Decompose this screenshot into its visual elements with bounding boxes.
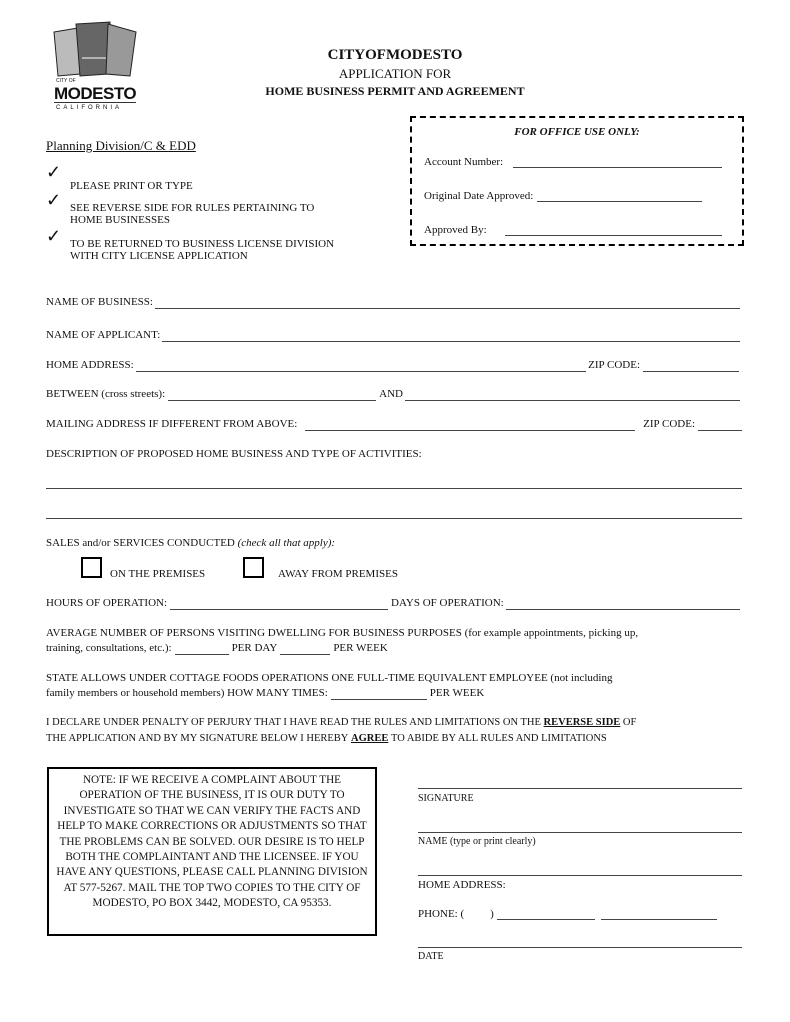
description-line[interactable] — [46, 488, 742, 489]
instruction: PLEASE PRINT OR TYPE — [70, 180, 193, 192]
hours-field[interactable] — [170, 600, 388, 610]
account-number-field[interactable] — [513, 158, 722, 168]
mailing-address-field[interactable] — [305, 421, 635, 431]
on-premises-checkbox[interactable] — [81, 557, 102, 578]
complaint-note: NOTE: IF WE RECEIVE A COMPLAINT ABOUT THE OPERATION OF THE BUSINESS, IT IS OUR DUTY TO INVESTIGATE SO THAT WE CAN VERIFY THE FACTS AND HELP TO MAKE CORRECTIONS OR ADJUSTMENTS SO THAT THE PROBLEMS CAN BE SOLVED. OUR DESIRE IS TO HELP BOTH THE COMPLAINTANT AND THE LICENSEE. IF YOU HAVE ANY QUESTIONS, PLEASE CALL PLANNING DIVISION AT 577-5267. MAIL THE TOP TWO COPIES TO THE CITY OF MODESTO, PO BOX 3442, MODESTO, CA 95353. — [47, 767, 377, 936]
date-approved-field[interactable] — [537, 192, 702, 202]
modesto-logo: CITY OF MODESTO CALIFORNIA — [46, 20, 142, 116]
visitors-per-week-field[interactable] — [280, 645, 330, 655]
check-icon: ✓ — [46, 226, 62, 246]
home-address-sign-field[interactable] — [418, 875, 742, 876]
approved-by-field[interactable] — [505, 226, 722, 236]
instruction: TO BE RETURNED TO BUSINESS LICENSE DIVISION WITH CITY LICENSE APPLICATION — [70, 238, 335, 262]
signature-field[interactable] — [418, 788, 742, 789]
phone-field-2[interactable] — [601, 910, 717, 920]
visitors-per-day-field[interactable] — [175, 645, 229, 655]
employee-times-field[interactable] — [331, 690, 427, 700]
days-field[interactable] — [506, 600, 740, 610]
division-label: Planning Division/C & EDD — [46, 138, 196, 153]
check-icon: ✓ — [46, 162, 62, 182]
away-premises-checkbox[interactable] — [243, 557, 264, 578]
form-heading: HOME BUSINESS PERMIT AND AGREEMENT — [265, 84, 525, 98]
check-icon: ✓ — [46, 190, 62, 210]
instruction: SEE REVERSE SIDE FOR RULES PERTAINING TO HOME BUSINESSES — [70, 202, 315, 226]
phone-field-1[interactable] — [497, 910, 595, 920]
city-title: CITYOFMODESTO — [327, 47, 463, 63]
date-field[interactable] — [418, 947, 742, 948]
subtitle: APPLICATION FOR — [338, 66, 452, 81]
office-use-box: FOR OFFICE USE ONLY: Account Number: Original Date Approved: Approved By: — [410, 116, 744, 246]
application-form: CITY OF MODESTO CALIFORNIA CITYOFMODESTO APPLICATION FOR HOME BUSINESS PERMIT AND AGREEMENT Planning Division/C & EDD ✓ PLEASE PRINT OR TYPE ✓ SEE REVERSE SIDE FOR RULES PERTAINING TO HOME BUSINESSES ✓ TO BE RETURNED TO BUSINESS LICENSE DIVISION WITH CITY LICENSE APPLICATION FOR OFFICE USE ONLY: Account Number: Original Date Approved: Approved By: NAME OF BUSINESS: NAME OF APPLICANT: HOME ADDRESS: ZIP CODE: BETWEEN (cross streets): AND MAILING ADDRESS IF DIFFERENT FROM ABOVE: ZIP CODE: DESCRIPTION OF PROPOSED HOME BUSINESS AND TYPE OF ACTIVITIES: SALES and/or SERVICES CONDUCTED (check all that apply): ON THE PREMISES AWAY FROM PREMISES HOURS OF OPERATION: DAYS OF OPERATION: AVERAGE NUMBER OF PERSONS VISITING DWELLING FOR BUSINESS PURPOSES (for example appointments, picking up, training, consultations, etc.): PER DAY PER WEEK STATE ALLOWS UNDER COTTAGE FOODS OPERATIONS ONE FULL-TIME EQUIVALENT EMPLOYEE (not including family members or household members) HOW MANY TIMES: PER WEEK I DECLARE UNDER PENALTY OF PERJURY THAT I HAVE READ THE RULES AND LIMITATIONS ON THE REVERSE SIDE OF THE APPLICATION AND BY MY SIGNATURE BELOW I HEREBY AGREE TO ABIDE BY ALL RULES AND LIMITATIONS NOTE: IF WE RECEIVE A COMPLAINT ABOUT THE OPERATION OF THE BUSINESS, IT IS OUR DUTY TO INVESTIGATE SO THAT WE CAN VERIFY THE FACTS AND HELP TO MAKE CORRECTIONS OR ADJUSTMENTS SO THAT THE PROBLEMS CAN BE SOLVED. OUR DESIRE IS TO HELP BOTH THE COMPLAINTANT AND THE LICENSEE. IF YOU HAVE ANY QUESTIONS, PLEASE CALL PLANNING DIVISION AT 577-5267. MAIL THE TOP TWO COPIES TO THE CITY OF MODESTO, PO BOX 3442, MODESTO, CA 95353. SIGNATURE NAME (type or print clearly) HOME ADDRESS: PHONE: ( ) DATE — [0, 0, 790, 1022]
mailing-zip-field[interactable] — [698, 421, 742, 431]
print-name-field[interactable] — [418, 832, 742, 833]
applicant-name-field[interactable] — [162, 332, 740, 342]
business-name-field[interactable] — [155, 299, 740, 309]
cross-street-2-field[interactable] — [405, 391, 740, 401]
home-address-field[interactable] — [136, 362, 586, 372]
description-line[interactable] — [46, 518, 742, 519]
zip-field[interactable] — [643, 362, 739, 372]
cross-street-1-field[interactable] — [168, 391, 376, 401]
